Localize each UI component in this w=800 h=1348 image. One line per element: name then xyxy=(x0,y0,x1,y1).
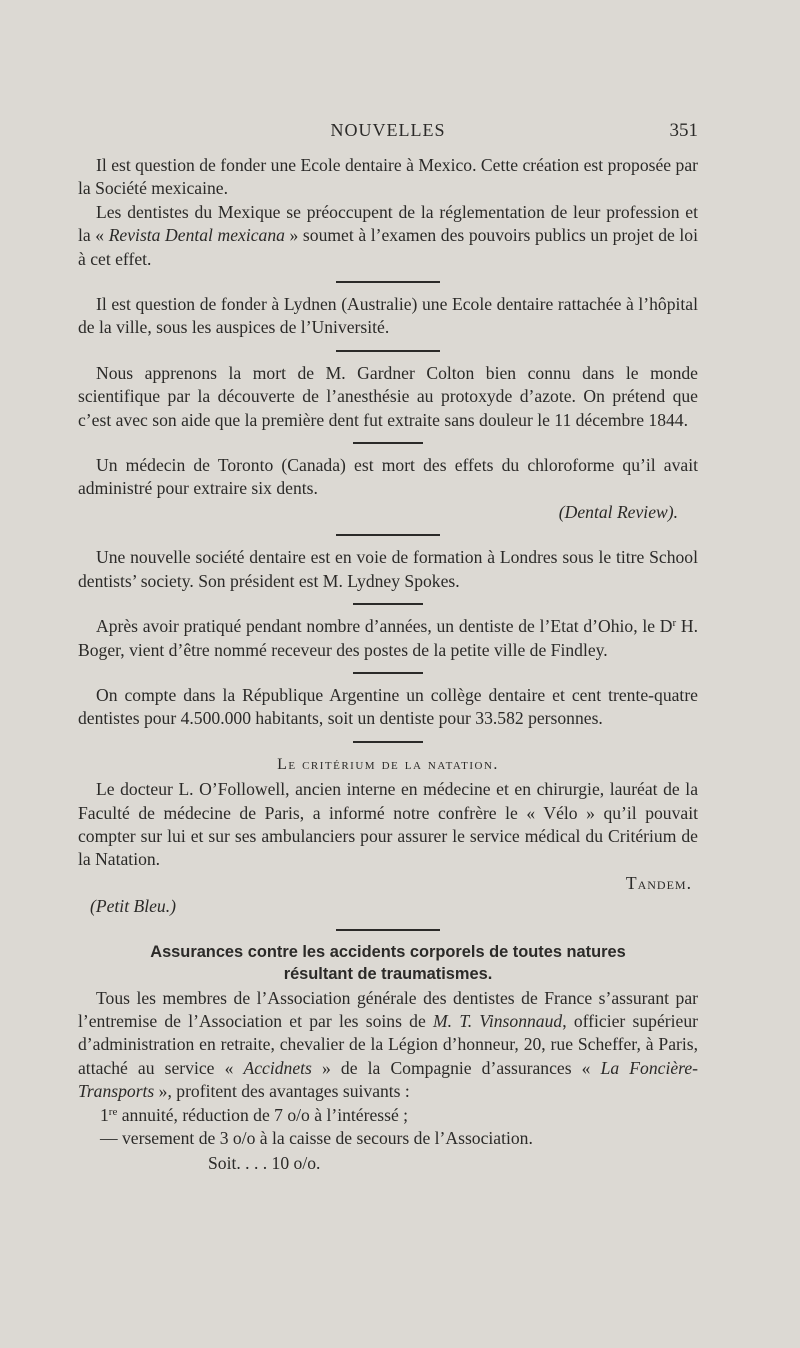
text-span: » soumet à l’examen des pouvoirs publics un projet de loi à cet effet. xyxy=(78,225,698,269)
news-toronto-death: Un médecin de Toronto (Canada) est mort des effets du chloroforme qu’il avait administré pour extraire six dents. xyxy=(78,455,698,499)
list-item xyxy=(100,1104,698,1127)
separator-rule xyxy=(336,281,440,283)
news-colton-death: Nous apprenons la mort de M. Gardner Colton bien connu dans le monde scientifique par la découverte de l’anesthésie au protoxyde d’azote. On prétend que c’est avec son aide que la première dent fut extraite sans douleur le 11 décembre 1844. xyxy=(78,362,698,430)
insurance-title-line-2: résultant de traumatismes. xyxy=(283,964,493,983)
text-span: H. Boger, vient d’être nommé receveur des postes de la petite ville de Findley. xyxy=(78,616,698,660)
page-body xyxy=(78,154,698,1176)
insurance-title xyxy=(78,941,698,985)
separator-rule xyxy=(336,929,440,931)
signature: Tandem. xyxy=(625,872,692,893)
news-natation: Le docteur L. O’Followell, ancien interne en médecine et en chirurgie, lauréat de la Faculté de médecine de Paris, a informé notre confrère le « Vélo » qu’il pouvait compter sur lui et sur ses ambulanciers pour assurer le service médical du Critérium de la Natation. xyxy=(78,779,698,870)
person-name: M. T. Vinsonnaud xyxy=(433,1010,563,1031)
separator-rule xyxy=(336,534,440,536)
separator-rule xyxy=(353,741,423,743)
separator-rule xyxy=(336,350,440,352)
source-citation: (Petit Bleu.) xyxy=(90,896,176,917)
news-mexico-regulation xyxy=(78,201,698,271)
page-number: 351 xyxy=(669,120,698,141)
list-text: annuité, réduction de 7 o/o à l’intéressé ; xyxy=(117,1104,409,1125)
news-australia-school: Il est question de fonder à Lydnen (Australie) une Ecole dentaire rattachée à l’hôpital de la ville, sous les auspices de l’Université. xyxy=(78,294,698,338)
text-span: Après avoir pratiqué pendant nombre d’années, un dentiste de l’Etat d’Ohio, le D xyxy=(96,616,673,637)
separator-rule xyxy=(353,672,423,674)
separator-rule xyxy=(353,603,423,605)
insurance-title-line-1: Assurances contre les accidents corporels de toutes natures xyxy=(150,942,626,961)
text-span: Les dentistes du Mexique se préoccupent de la réglementation de leur profession et la « xyxy=(78,201,698,246)
superscript: re xyxy=(108,1105,118,1118)
text-span: , officier supérieur d’administration en retraite, chevalier de la Légion d’honneur, 20, rue Scheffer, à Paris, attaché au service « xyxy=(78,1010,699,1078)
page-header xyxy=(78,120,698,146)
news-ohio-dentist xyxy=(78,615,698,662)
text-span: » de la Compagnie d’assurances « xyxy=(311,1057,601,1078)
superscript: r xyxy=(672,617,677,630)
news-mexico-school: Il est question de fonder une Ecole dentaire à Mexico. Cette création est proposée par la Société mexicaine. xyxy=(78,155,698,199)
running-title: NOUVELLES xyxy=(330,120,446,140)
section-title: Le critérium de la natation. xyxy=(277,755,499,773)
separator-rule xyxy=(353,442,423,444)
insurance-paragraph xyxy=(78,987,698,1104)
text-span: », profitent des avantages suivants : xyxy=(154,1081,410,1102)
list-number: 1 xyxy=(100,1104,109,1125)
journal-title: Revista Dental mexicana xyxy=(108,225,285,246)
text-span: Tous les membres de l’Association générale des dentistes de France s’assurant par l’entremise de l’Association et par les soins de xyxy=(78,987,698,1031)
advantages-list xyxy=(78,1104,698,1151)
news-argentina: On compte dans la République Argentine un collège dentaire et cent trente-quatre dentistes pour 4.500.000 habitants, soit un dentiste pour 33.582 personnes. xyxy=(78,684,698,729)
list-item: — versement de 3 o/o à la caisse de secours de l’Association. xyxy=(100,1128,533,1148)
total-line: Soit. . . . 10 o/o. xyxy=(208,1153,321,1174)
company-name: La Foncière-Transports xyxy=(78,1057,698,1102)
service-name: Accidnets xyxy=(243,1057,312,1078)
source-citation: (Dental Review). xyxy=(558,501,678,522)
news-london-society: Une nouvelle société dentaire est en voie de formation à Londres sous le titre School dentists’ society. Son président est M. Lydney Spokes. xyxy=(78,547,698,591)
